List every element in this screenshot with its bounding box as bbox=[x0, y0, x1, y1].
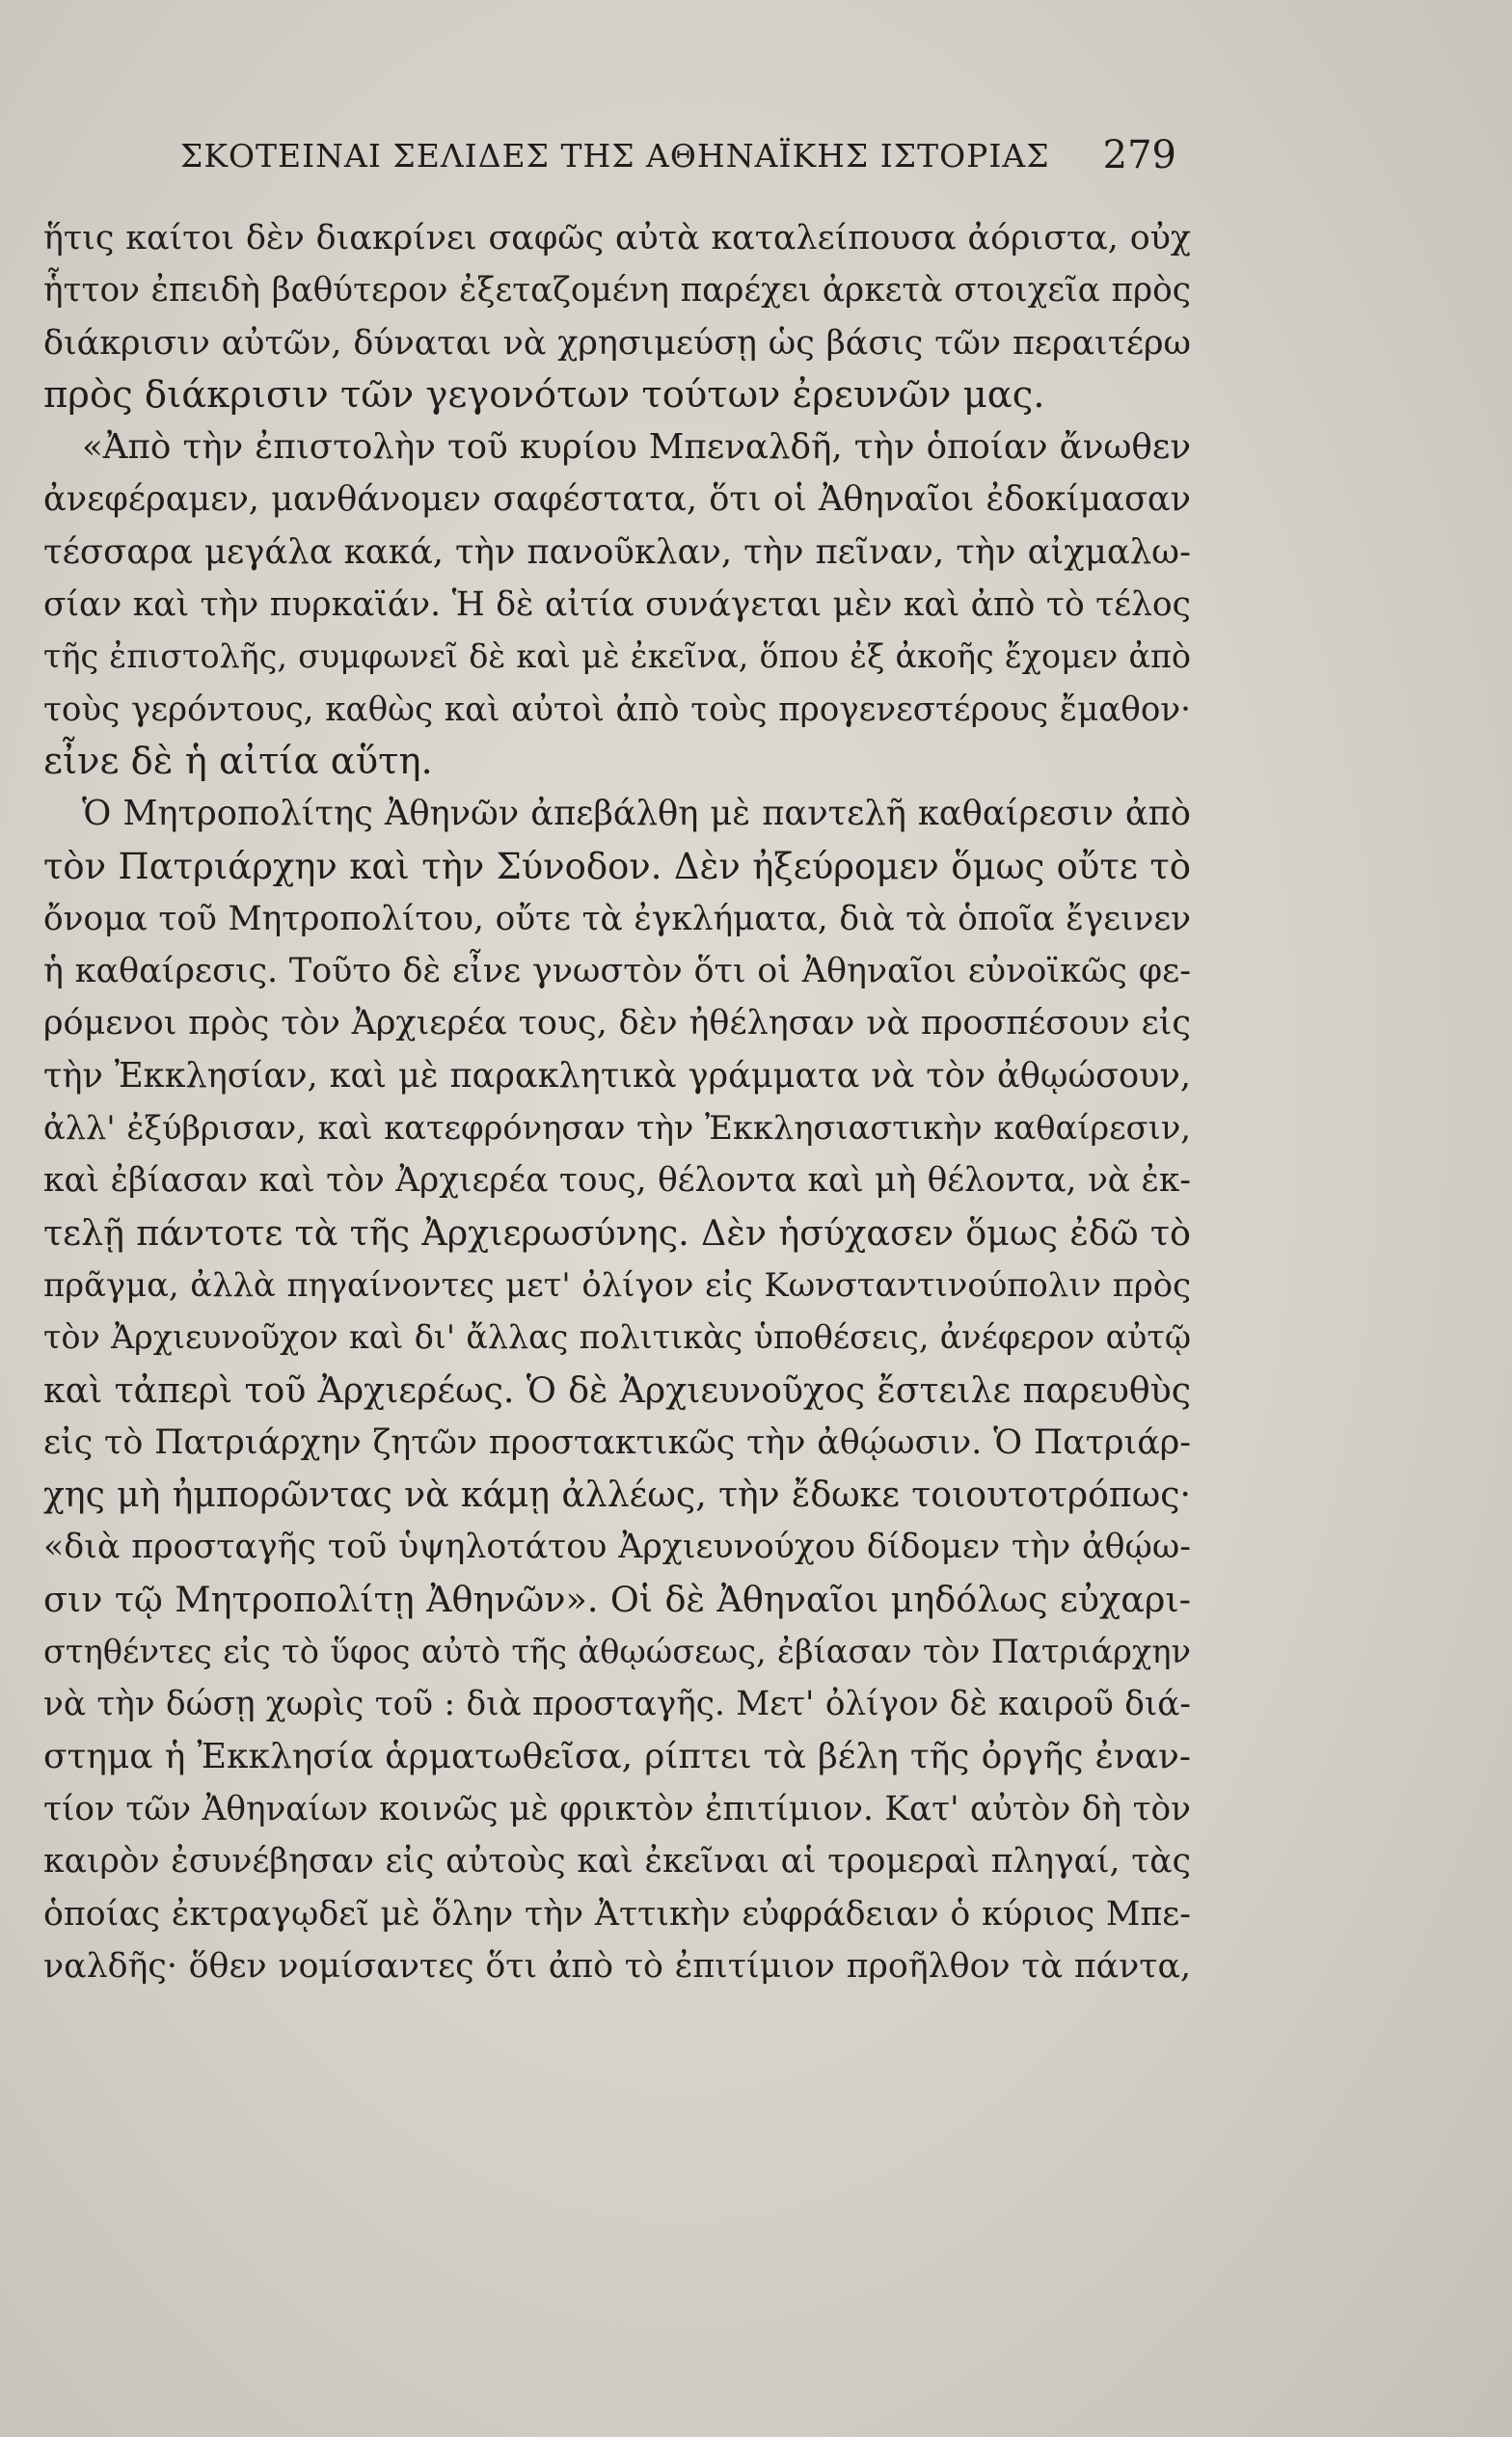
text-line: ὄνομα τοῦ Μητροπολίτου, οὔτε τὰ ἐγκλήματα, διὰ τὰ ὁποῖα ἔγεινεν bbox=[43, 899, 1191, 938]
text-line: στηθέντες εἰς τὸ ὕφος αὐτὸ τῆς ἀθῳώσεως, ἐβίασαν τὸν Πατριάρχην bbox=[43, 1633, 1191, 1671]
text-line: ἧττον ἐπειδὴ βαθύτερον ἐξεταζομένη παρέχει ἀρκετὰ στοιχεῖα πρὸς bbox=[43, 271, 1191, 311]
page-number: 279 bbox=[1102, 133, 1176, 177]
text-line: τὴν Ἐκκλησίαν, καὶ μὲ παρακλητικὰ γράμματα νὰ τὸν ἀθῳώσουν, bbox=[43, 1055, 1191, 1096]
text-line: στημα ἡ Ἐκκλησία ἁρματωθεῖσα, ρίπτει τὰ βέλη τῆς ὀργῆς ἐναν- bbox=[43, 1736, 1191, 1776]
text-line: ναλδῆς· ὅθεν νομίσαντες ὅτι ἀπὸ τὸ ἐπιτίμιον προῆλθον τὰ πάντα, bbox=[43, 1946, 1191, 1986]
text-line: καιρὸν ἐσυνέβησαν εἰς αὐτοὺς καὶ ἐκεῖναι αἱ τρομεραὶ πληγαί, τὰς bbox=[43, 1842, 1191, 1882]
text-line: ρόμενοι πρὸς τὸν Ἀρχιερέα τους, δὲν ἠθέλησαν νὰ προσπέσουν εἰς bbox=[43, 1004, 1191, 1043]
text-line: σιν τῷ Μητροπολίτῃ Ἀθηνῶν». Οἱ δὲ Ἀθηναῖοι μηδόλως εὐχαρι- bbox=[43, 1578, 1191, 1620]
text-line: πρὸς διάκρισιν τῶν γεγονότων τούτων ἐρευνῶν μας. bbox=[43, 372, 1045, 417]
text-line: τίον τῶν Ἀθηναίων κοινῶς μὲ φρικτὸν ἐπιτίμιον. Κατ' αὐτὸν δὴ τὸν bbox=[43, 1789, 1191, 1828]
text-line: Ὁ Μητροπολίτης Ἀθηνῶν ἀπεβάλθη μὲ παντελῆ καθαίρεσιν ἀπὸ bbox=[82, 794, 1191, 834]
text-line: εἰς τὸ Πατριάρχην ζητῶν προστακτικῶς τὴν ἀθῴωσιν. Ὁ Πατριάρ- bbox=[43, 1422, 1191, 1462]
text-line: τελῇ πάντοτε τὰ τῆς Ἀρχιερωσύνης. Δὲν ἡσύχασεν ὅμως ἐδῶ τὸ bbox=[43, 1211, 1191, 1254]
text-line: διάκρισιν αὐτῶν, δύναται νὰ χρησιμεύσῃ ὡς βάσις τῶν περαιτέρω bbox=[43, 323, 1191, 363]
text-line: ὁποίας ἐκτραγῳδεῖ μὲ ὅλην τὴν Ἀττικὴν εὐφράδειαν ὁ κύριος Μπε- bbox=[43, 1894, 1191, 1934]
text-line: ἀνεφέραμεν, μανθάνομεν σαφέστατα, ὅτι οἱ Ἀθηναῖοι ἐδοκίμασαν bbox=[43, 479, 1191, 520]
text-line: νὰ τὴν δώσῃ χωρὶς τοῦ : διὰ προσταγῆς. Μετ' ὀλίγον δὲ καιροῦ διά- bbox=[43, 1685, 1191, 1724]
text-line: πρᾶγμα, ἀλλὰ πηγαίνοντες μετ' ὀλίγον εἰς Κωνσταντινούπολιν πρὸς bbox=[43, 1265, 1191, 1304]
text-line: τοὺς γερόντους, καθὼς καὶ αὐτοὶ ἀπὸ τοὺς προγενεστέρους ἔμαθον· bbox=[43, 690, 1191, 729]
text-line: «διὰ προσταγῆς τοῦ ὑψηλοτάτου Ἀρχιευνούχου δίδομεν τὴν ἀθῴω- bbox=[43, 1528, 1191, 1567]
text-line: καὶ ἐβίασαν καὶ τὸν Ἀρχιερέα τους, θέλοντα καὶ μὴ θέλοντα, νὰ ἐκ- bbox=[43, 1161, 1191, 1201]
body-text bbox=[43, 212, 1191, 1992]
text-line: τέσσαρα μεγάλα κακά, τὴν πανοῦκλαν, τὴν πεῖναν, τὴν αἰχμαλω- bbox=[43, 531, 1191, 572]
text-line: ἡ καθαίρεσις. Τοῦτο δὲ εἶνε γνωστὸν ὅτι οἱ Ἀθηναῖοι εὐνοϊκῶς φε- bbox=[43, 952, 1191, 991]
text-line: καὶ τἀπερὶ τοῦ Ἀρχιερέως. Ὁ δὲ Ἀρχιευνοῦχος ἔστειλε παρευθὺς bbox=[43, 1368, 1191, 1411]
text-line: «Ἀπὸ τὴν ἐπιστολὴν τοῦ κυρίου Μπεναλδῆ, τὴν ὁποίαν ἄνωθεν bbox=[82, 427, 1191, 468]
text-line: εἶνε δὲ ἡ αἰτία αὕτη. bbox=[43, 739, 433, 783]
text-line: ἀλλ' ἐξύβρισαν, καὶ κατεφρόνησαν τὴν Ἐκκλησιαστικὴν καθαίρεσιν, bbox=[43, 1109, 1191, 1148]
running-title: ΣΚΟΤΕΙΝΑΙ ΣΕΛΙΔΕΣ ΤΗΣ ΑΘΗΝΑΪΚΗΣ ΙΣΤΟΡΙΑΣ bbox=[180, 137, 1050, 175]
page-header bbox=[169, 133, 1176, 191]
text-line: ἥτις καίτοι δὲν διακρίνει σαφῶς αὐτὰ καταλείπουσα ἀόριστα, οὐχ bbox=[43, 219, 1191, 257]
text-line: τῆς ἐπιστολῆς, συμφωνεῖ δὲ καὶ μὲ ἐκεῖνα, ὅπου ἐξ ἀκοῆς ἔχομεν ἀπὸ bbox=[43, 637, 1191, 676]
text-line: σίαν καὶ τὴν πυρκαϊάν. Ἡ δὲ αἰτία συνάγεται μὲν καὶ ἀπὸ τὸ τέλος bbox=[43, 585, 1191, 625]
text-line: χης μὴ ἠμπορῶντας νὰ κάμῃ ἀλλέως, τὴν ἔδωκε τοιουτοτρόπως· bbox=[43, 1474, 1191, 1516]
text-line: τὸν Πατριάρχην καὶ τὴν Σύνοδον. Δὲν ἠξεύρομεν ὅμως οὔτε τὸ bbox=[43, 845, 1191, 887]
text-line: τὸν Ἀρχιευνοῦχον καὶ δι' ἄλλας πολιτικὰς ὑποθέσεις, ἀνέφερον αὐτῷ bbox=[43, 1318, 1191, 1357]
